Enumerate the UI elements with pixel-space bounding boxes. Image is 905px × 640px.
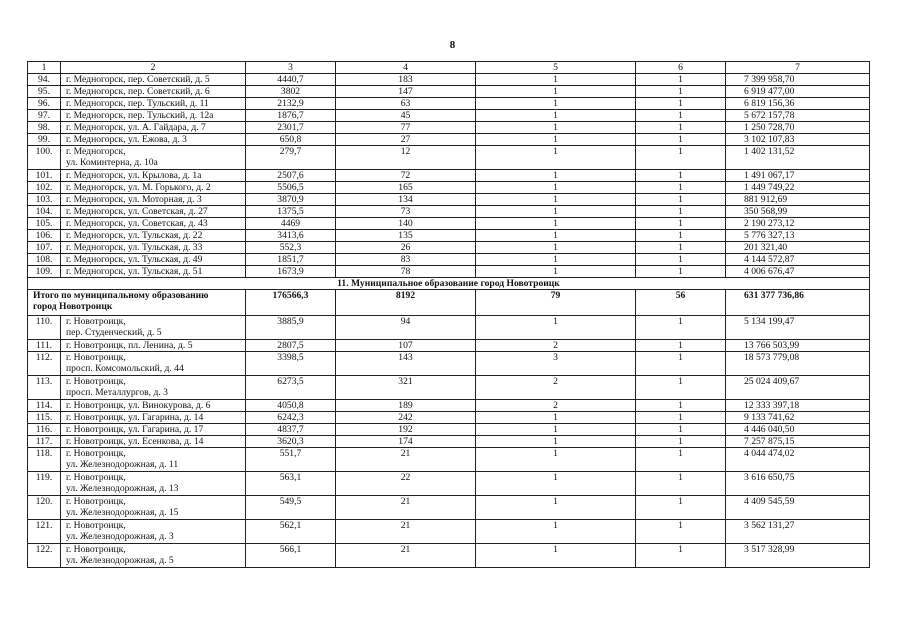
area-cell: 551,7 — [246, 448, 336, 472]
count-cell: 1 — [476, 182, 636, 194]
address-cell — [61, 254, 246, 266]
column-number: 5 — [476, 62, 636, 74]
section-title: 11. Муниципальное образование город Новотроицк — [28, 278, 870, 290]
area-cell: 2301,7 — [246, 122, 336, 134]
area-cell: 2807,5 — [246, 340, 336, 352]
table-row — [28, 122, 870, 134]
row-number: 119. — [28, 472, 61, 496]
residents-cell: 183 — [336, 74, 476, 86]
address-line: г. Медногорск, пер. Советский, д. 5 — [66, 74, 210, 85]
column-number: 2 — [61, 62, 246, 74]
table-row — [28, 472, 870, 496]
count-cell: 1 — [636, 436, 726, 448]
cost-cell: 6 919 477,00 — [726, 86, 870, 98]
section-row — [28, 278, 870, 290]
count-cell: 1 — [636, 266, 726, 278]
row-number: 97. — [28, 110, 61, 122]
address-line: г. Новотроицк, ул. Есенкова, д. 14 — [66, 436, 204, 447]
area-cell: 5506,5 — [246, 182, 336, 194]
table-row — [28, 194, 870, 206]
count-cell: 3 — [476, 352, 636, 376]
area-cell: 2507,6 — [246, 170, 336, 182]
count-cell: 1 — [476, 194, 636, 206]
table-row — [28, 86, 870, 98]
address-line: г. Медногорск, ул. Советская, д. 43 — [66, 218, 208, 229]
area-cell: 279,7 — [246, 146, 336, 170]
register-table-body — [28, 62, 870, 568]
address-line: г. Медногорск, ул. Тульская, д. 33 — [66, 242, 203, 253]
residents-cell: 63 — [336, 98, 476, 110]
count-cell: 1 — [476, 74, 636, 86]
count-cell: 1 — [476, 122, 636, 134]
area-cell: 552,3 — [246, 242, 336, 254]
area-cell: 4837,7 — [246, 424, 336, 436]
cost-cell: 881 912,69 — [726, 194, 870, 206]
address-line: Итого по муниципальному образованию — [33, 290, 209, 301]
row-number: 112. — [28, 352, 61, 376]
table-row — [28, 182, 870, 194]
residents-cell: 21 — [336, 520, 476, 544]
cost-cell: 18 573 779,08 — [726, 352, 870, 376]
area-cell: 3802 — [246, 86, 336, 98]
table-row — [28, 266, 870, 278]
cost-cell: 1 250 728,70 — [726, 122, 870, 134]
row-number: 108. — [28, 254, 61, 266]
count-cell: 1 — [636, 412, 726, 424]
row-number: 121. — [28, 520, 61, 544]
cost-cell: 4 409 545,59 — [726, 496, 870, 520]
cost-cell: 6 819 156,36 — [726, 98, 870, 110]
count-cell: 1 — [476, 86, 636, 98]
count-cell: 1 — [476, 242, 636, 254]
count-cell: 1 — [636, 242, 726, 254]
address-line: г. Новотроицк, — [66, 352, 126, 363]
residents-cell: 73 — [336, 206, 476, 218]
address-cell — [61, 242, 246, 254]
table-row — [28, 146, 870, 170]
address-cell — [61, 316, 246, 340]
table-row — [28, 400, 870, 412]
area-cell: 6273,5 — [246, 376, 336, 400]
count-cell: 1 — [476, 436, 636, 448]
address-cell — [61, 230, 246, 242]
count-cell: 2 — [476, 400, 636, 412]
count-cell: 1 — [636, 448, 726, 472]
count-cell: 1 — [636, 86, 726, 98]
address-cell — [61, 544, 246, 568]
row-number: 110. — [28, 316, 61, 340]
area-cell: 4050,8 — [246, 400, 336, 412]
row-number: 109. — [28, 266, 61, 278]
residents-cell: 135 — [336, 230, 476, 242]
address-line: г. Новотроицк, — [66, 496, 126, 507]
table-row — [28, 340, 870, 352]
area-cell: 3870,9 — [246, 194, 336, 206]
column-number: 7 — [726, 62, 870, 74]
area-cell: 1673,9 — [246, 266, 336, 278]
cost-cell: 201 321,40 — [726, 242, 870, 254]
row-number: 113. — [28, 376, 61, 400]
area-cell: 562,1 — [246, 520, 336, 544]
residents-cell: 21 — [336, 544, 476, 568]
row-number: 106. — [28, 230, 61, 242]
row-number: 120. — [28, 496, 61, 520]
address-cell — [61, 194, 246, 206]
cost-cell: 4 144 572,87 — [726, 254, 870, 266]
address-line: ул. Железнодорожная, д. 5 — [66, 555, 174, 566]
table-row — [28, 170, 870, 182]
column-number: 1 — [28, 62, 61, 74]
table-row — [28, 218, 870, 230]
table-row — [28, 254, 870, 266]
count-cell: 1 — [636, 424, 726, 436]
column-numbers-row — [28, 62, 870, 74]
area-cell: 1851,7 — [246, 254, 336, 266]
row-number: 116. — [28, 424, 61, 436]
residents-cell: 21 — [336, 448, 476, 472]
address-line: ул. Железнодорожная, д. 15 — [66, 507, 179, 518]
total-row — [28, 290, 870, 316]
row-number: 99. — [28, 134, 61, 146]
table-row — [28, 230, 870, 242]
row-number: 101. — [28, 170, 61, 182]
address-line: г. Медногорск, ул. Моторная, д. 3 — [66, 194, 202, 205]
count-cell: 1 — [636, 122, 726, 134]
count-cell: 1 — [636, 400, 726, 412]
row-number: 122. — [28, 544, 61, 568]
address-line: г. Медногорск, ул. Тульская, д. 22 — [66, 230, 203, 241]
count-cell: 1 — [476, 266, 636, 278]
address-line: г. Медногорск, пер. Тульский, д. 12а — [66, 110, 214, 121]
count-cell: 1 — [476, 520, 636, 544]
row-number: 115. — [28, 412, 61, 424]
count-cell: 2 — [476, 340, 636, 352]
row-number: 114. — [28, 400, 61, 412]
table-row — [28, 448, 870, 472]
address-cell — [61, 376, 246, 400]
column-number: 6 — [636, 62, 726, 74]
count-cell: 1 — [476, 146, 636, 170]
table-row — [28, 206, 870, 218]
count-cell: 1 — [476, 544, 636, 568]
address-cell — [61, 122, 246, 134]
row-number: 104. — [28, 206, 61, 218]
table-row — [28, 242, 870, 254]
count-cell: 1 — [636, 376, 726, 400]
row-number: 94. — [28, 74, 61, 86]
table-row — [28, 424, 870, 436]
cost-cell: 4 006 676,47 — [726, 266, 870, 278]
address-line: г. Медногорск, ул. Ежова, д. 3 — [66, 134, 187, 145]
row-number: 100. — [28, 146, 61, 170]
cost-cell: 1 402 131,52 — [726, 146, 870, 170]
count-cell: 1 — [636, 254, 726, 266]
residents-cell: 77 — [336, 122, 476, 134]
row-number: 95. — [28, 86, 61, 98]
area-cell: 1876,7 — [246, 110, 336, 122]
row-number: 98. — [28, 122, 61, 134]
total-residents: 8192 — [336, 290, 476, 316]
address-cell — [61, 86, 246, 98]
table-row — [28, 520, 870, 544]
address-line: г. Медногорск, ул. Советская, д. 27 — [66, 206, 208, 217]
area-cell: 3413,6 — [246, 230, 336, 242]
count-cell: 1 — [636, 182, 726, 194]
count-cell: 1 — [476, 448, 636, 472]
address-line: просп. Металлургов, д. 3 — [66, 387, 168, 398]
count-cell: 1 — [636, 170, 726, 182]
residents-cell: 140 — [336, 218, 476, 230]
total-area: 176566,3 — [246, 290, 336, 316]
table-row — [28, 352, 870, 376]
residents-cell: 174 — [336, 436, 476, 448]
cost-cell: 3 102 107,83 — [726, 134, 870, 146]
area-cell: 6242,3 — [246, 412, 336, 424]
count-cell: 1 — [636, 218, 726, 230]
address-cell — [61, 520, 246, 544]
cost-cell: 1 449 749,22 — [726, 182, 870, 194]
residents-cell: 134 — [336, 194, 476, 206]
area-cell: 650,8 — [246, 134, 336, 146]
address-line: г. Медногорск, ул. Крылова, д. 1а — [66, 170, 202, 181]
cost-cell: 4 446 040,50 — [726, 424, 870, 436]
table-row — [28, 544, 870, 568]
residents-cell: 78 — [336, 266, 476, 278]
address-cell — [61, 352, 246, 376]
row-number: 102. — [28, 182, 61, 194]
cost-cell: 3 517 328,99 — [726, 544, 870, 568]
cost-cell: 12 333 397,18 — [726, 400, 870, 412]
address-line: г. Новотроицк, — [66, 376, 126, 387]
address-cell — [61, 412, 246, 424]
residents-cell: 189 — [336, 400, 476, 412]
address-cell — [61, 472, 246, 496]
table-row — [28, 412, 870, 424]
total-label — [28, 290, 246, 316]
count-cell: 1 — [476, 206, 636, 218]
count-cell: 1 — [476, 424, 636, 436]
count-cell: 1 — [636, 472, 726, 496]
column-number: 3 — [246, 62, 336, 74]
count-cell: 1 — [476, 496, 636, 520]
row-number: 118. — [28, 448, 61, 472]
address-line: просп. Комсомольский, д. 44 — [66, 363, 184, 374]
area-cell: 3885,9 — [246, 316, 336, 340]
address-line: город Новотроицк — [33, 301, 113, 312]
table-row — [28, 134, 870, 146]
count-cell: 1 — [636, 352, 726, 376]
address-line: г. Медногорск, — [66, 146, 126, 157]
area-cell: 549,5 — [246, 496, 336, 520]
address-cell — [61, 218, 246, 230]
address-line: г. Медногорск, ул. Тульская, д. 51 — [66, 266, 203, 277]
address-cell — [61, 110, 246, 122]
count-cell: 1 — [636, 544, 726, 568]
row-number: 96. — [28, 98, 61, 110]
column-number: 4 — [336, 62, 476, 74]
address-line: г. Новотроицк, ул. Гагарина, д. 17 — [66, 424, 204, 435]
address-line: ул. Железнодорожная, д. 3 — [66, 531, 174, 542]
area-cell: 4440,7 — [246, 74, 336, 86]
residents-cell: 143 — [336, 352, 476, 376]
residents-cell: 165 — [336, 182, 476, 194]
address-line: г. Новотроицк, — [66, 520, 126, 531]
residents-cell: 22 — [336, 472, 476, 496]
cost-cell: 7 399 958,70 — [726, 74, 870, 86]
table-row — [28, 98, 870, 110]
address-line: г. Медногорск, ул. А. Гайдара, д. 7 — [66, 122, 206, 133]
count-cell: 1 — [476, 170, 636, 182]
address-cell — [61, 182, 246, 194]
count-cell: 1 — [636, 340, 726, 352]
count-cell: 1 — [636, 194, 726, 206]
address-line: г. Новотроицк, — [66, 544, 126, 555]
count-cell: 1 — [476, 98, 636, 110]
address-cell — [61, 134, 246, 146]
count-cell: 1 — [636, 110, 726, 122]
row-number: 103. — [28, 194, 61, 206]
address-line: г. Новотроицк, — [66, 472, 126, 483]
address-line: ул. Железнодорожная, д. 11 — [66, 459, 179, 470]
count-cell: 1 — [636, 496, 726, 520]
cost-cell: 9 133 741,62 — [726, 412, 870, 424]
address-cell — [61, 266, 246, 278]
address-line: г. Медногорск, пер. Тульский, д. 11 — [66, 98, 209, 109]
cost-cell: 1 491 067,17 — [726, 170, 870, 182]
register-table — [27, 61, 870, 568]
count-cell: 1 — [636, 206, 726, 218]
cost-cell: 5 134 199,47 — [726, 316, 870, 340]
count-cell: 1 — [636, 134, 726, 146]
residents-cell: 192 — [336, 424, 476, 436]
row-number: 105. — [28, 218, 61, 230]
count-cell: 1 — [636, 98, 726, 110]
address-line: г. Медногорск, ул. М. Горького, д. 2 — [66, 182, 211, 193]
address-line: г. Медногорск, пер. Советский, д. 6 — [66, 86, 210, 97]
cost-cell: 350 568,99 — [726, 206, 870, 218]
residents-cell: 72 — [336, 170, 476, 182]
count-cell: 1 — [476, 134, 636, 146]
residents-cell: 147 — [336, 86, 476, 98]
total-count: 79 — [476, 290, 636, 316]
address-cell — [61, 496, 246, 520]
cost-cell: 3 616 650,75 — [726, 472, 870, 496]
residents-cell: 26 — [336, 242, 476, 254]
cost-cell: 25 024 409,67 — [726, 376, 870, 400]
page-number: 8 — [449, 39, 456, 51]
address-line: ул. Железнодорожная, д. 13 — [66, 483, 179, 494]
address-line: г. Медногорск, ул. Тульская, д. 49 — [66, 254, 203, 265]
count-cell: 1 — [476, 412, 636, 424]
area-cell: 566,1 — [246, 544, 336, 568]
count-cell: 1 — [476, 110, 636, 122]
count-cell: 1 — [636, 146, 726, 170]
residents-cell: 321 — [336, 376, 476, 400]
address-cell — [61, 424, 246, 436]
row-number: 107. — [28, 242, 61, 254]
table-row — [28, 316, 870, 340]
address-cell — [61, 146, 246, 170]
cost-cell: 4 044 474,02 — [726, 448, 870, 472]
address-cell — [61, 448, 246, 472]
area-cell: 2132,9 — [246, 98, 336, 110]
residents-cell: 45 — [336, 110, 476, 122]
count-cell: 1 — [476, 230, 636, 242]
cost-cell: 2 190 273,12 — [726, 218, 870, 230]
address-cell — [61, 340, 246, 352]
address-line: г. Новотроицк, ул. Гагарина, д. 14 — [66, 412, 204, 423]
area-cell: 3620,3 — [246, 436, 336, 448]
row-number: 111. — [28, 340, 61, 352]
count-cell: 2 — [476, 376, 636, 400]
residents-cell: 94 — [336, 316, 476, 340]
residents-cell: 12 — [336, 146, 476, 170]
address-line: г. Новотроицк, ул. Винокурова, д. 6 — [66, 400, 211, 411]
table-row — [28, 496, 870, 520]
address-cell — [61, 170, 246, 182]
table-row — [28, 74, 870, 86]
residents-cell: 21 — [336, 496, 476, 520]
address-line: г. Новотроицк, — [66, 448, 126, 459]
cost-cell: 7 257 875,15 — [726, 436, 870, 448]
total-count: 56 — [636, 290, 726, 316]
count-cell: 1 — [636, 520, 726, 544]
count-cell: 1 — [476, 254, 636, 266]
address-line: г. Новотроицк, пл. Ленина, д. 5 — [66, 340, 193, 351]
row-number: 117. — [28, 436, 61, 448]
area-cell: 563,1 — [246, 472, 336, 496]
address-cell — [61, 74, 246, 86]
residents-cell: 27 — [336, 134, 476, 146]
address-cell — [61, 98, 246, 110]
area-cell: 3398,5 — [246, 352, 336, 376]
address-cell — [61, 436, 246, 448]
residents-cell: 242 — [336, 412, 476, 424]
count-cell: 1 — [636, 74, 726, 86]
table-row — [28, 436, 870, 448]
cost-cell: 13 766 503,99 — [726, 340, 870, 352]
cost-cell: 5 672 157,78 — [726, 110, 870, 122]
total-cost: 631 377 736,86 — [726, 290, 870, 316]
area-cell: 1375,5 — [246, 206, 336, 218]
count-cell: 1 — [476, 316, 636, 340]
address-line: ул. Коминтерна, д. 10а — [66, 157, 158, 168]
address-line: пер. Студенческий, д. 5 — [66, 327, 162, 338]
address-cell — [61, 400, 246, 412]
residents-cell: 107 — [336, 340, 476, 352]
table-row — [28, 110, 870, 122]
count-cell: 1 — [476, 218, 636, 230]
area-cell: 4469 — [246, 218, 336, 230]
table-row — [28, 376, 870, 400]
count-cell: 1 — [476, 472, 636, 496]
cost-cell: 5 776 327,13 — [726, 230, 870, 242]
residents-cell: 83 — [336, 254, 476, 266]
address-cell — [61, 206, 246, 218]
cost-cell: 3 562 131,27 — [726, 520, 870, 544]
address-line: г. Новотроицк, — [66, 316, 126, 327]
count-cell: 1 — [636, 230, 726, 242]
count-cell: 1 — [636, 316, 726, 340]
